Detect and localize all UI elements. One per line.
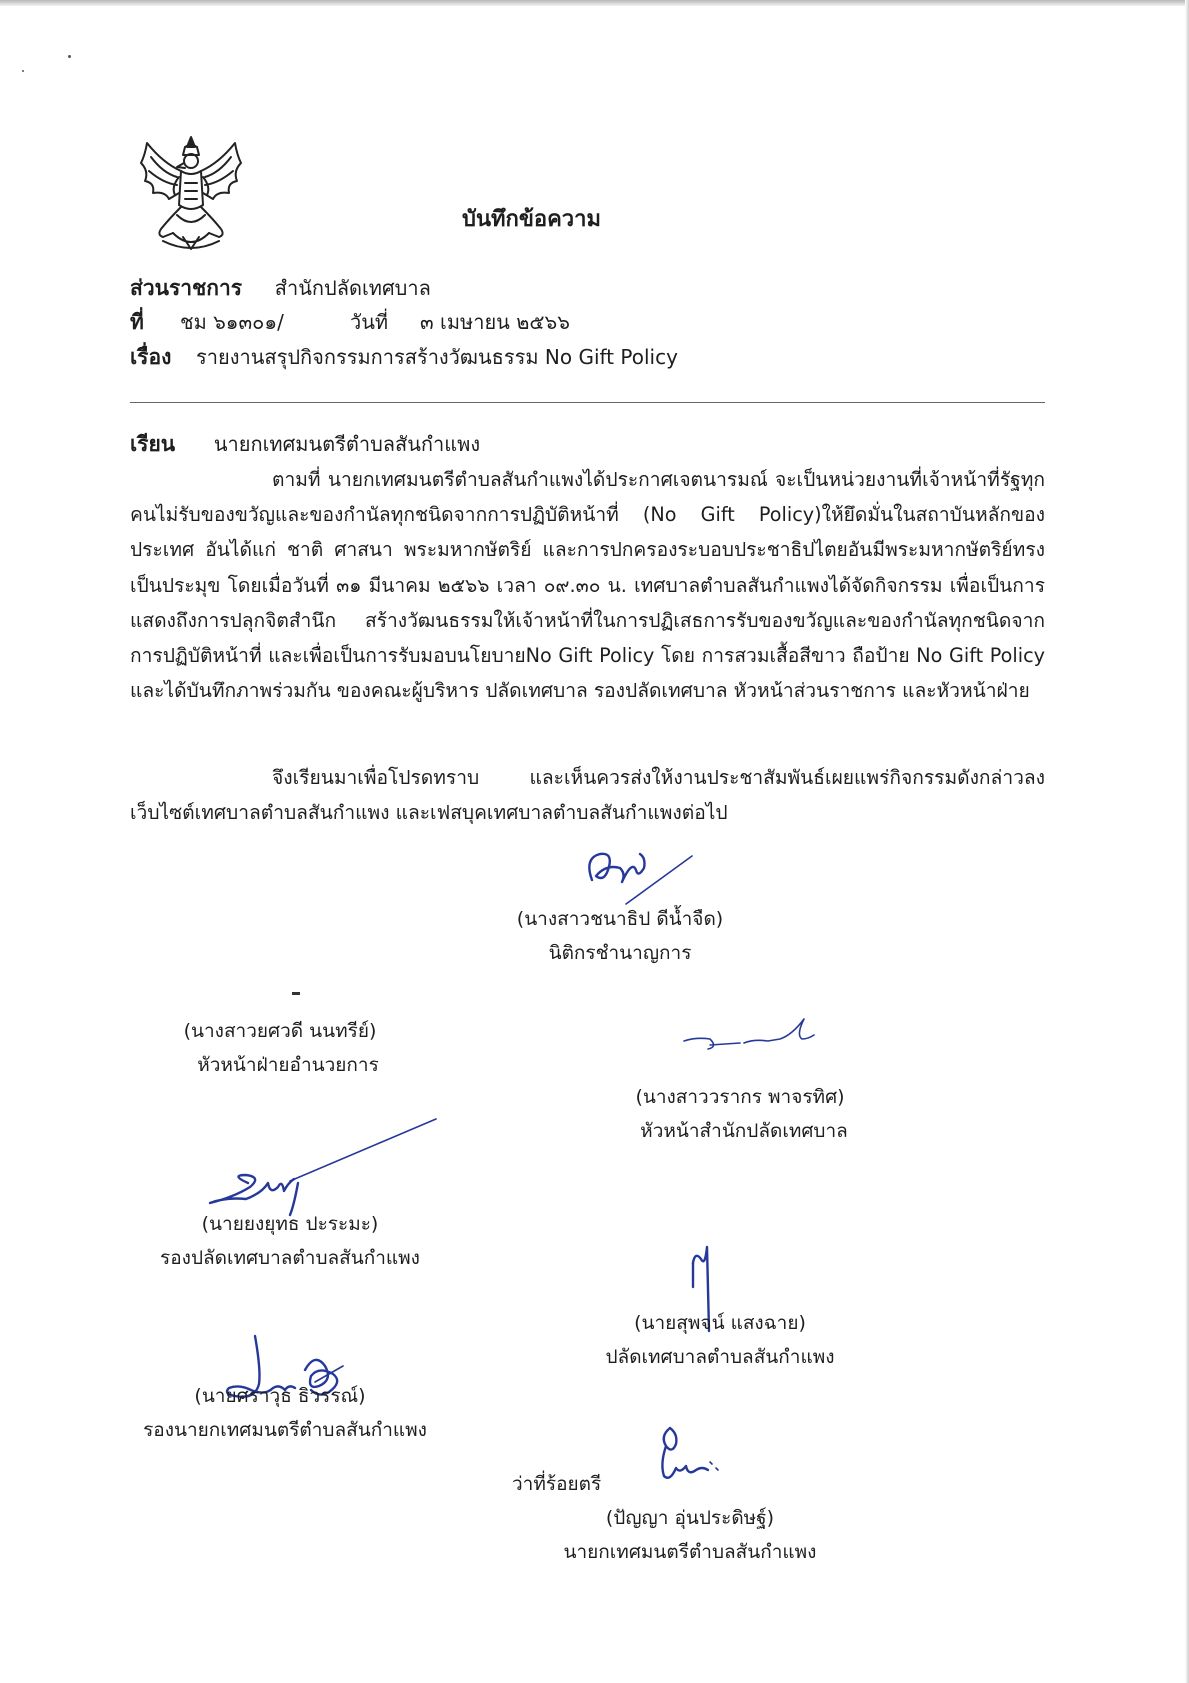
ref-value: ชม ๖๑๓๐๑/ xyxy=(180,310,284,334)
signatory-6-name: (นายศราวุธ ธิวรรณ์) xyxy=(194,1385,366,1407)
signatory-1-name: (นางสาวชนาธิป ดีน้ำจืด) xyxy=(516,908,724,930)
date-label: วันที่ xyxy=(350,310,389,334)
garuda-emblem-icon xyxy=(133,133,249,255)
body-paragraph-2-block xyxy=(130,760,1045,830)
signatory-4-name: (นายยงยุทธ ปะระมะ) xyxy=(201,1213,379,1235)
signatory-5-position: ปลัดเทศบาลตำบลสันกำแพง xyxy=(605,1346,835,1368)
signatory-7-position: นายกเทศมนตรีตำบลสันกำแพง xyxy=(563,1541,817,1563)
department-value: สำนักปลัดเทศบาล xyxy=(274,276,431,300)
body-paragraph-1-block xyxy=(130,462,1045,708)
body-paragraph-2: จึงเรียนมาเพื่อโปรดทราบ และเห็นควรส่งให้งานประชาสัมพันธ์เผยแพร่กิจกรรมดังกล่าวลงเว็บไซต์เทศบาลตำบลสันกำแพง และเฟสบุคเทศบาลตำบลสันกำแพงต่อไป xyxy=(130,766,1045,825)
signatory-7-name: (ปัญญา อุ่นประดิษฐ์) xyxy=(605,1507,775,1529)
department-row xyxy=(130,272,431,305)
salutation-row xyxy=(130,428,480,461)
subject-value: รายงานสรุปกิจกรรมการสร้างวัฒนธรรม No Gift Policy xyxy=(196,345,678,369)
memo-title: บันทึกข้อความ xyxy=(462,207,602,232)
signatory-3-name: (นางสาววรากร พาจรทิศ) xyxy=(635,1086,845,1108)
signature-mayor xyxy=(650,1418,730,1488)
salutation-value: นายกเทศมนตรีตำบลสันกำแพง xyxy=(213,432,481,456)
signatory-5-name: (นายสุพจน์ แสงฉาย) xyxy=(634,1312,806,1334)
signatory-2-position: หัวหน้าฝ่ายอำนวยการ xyxy=(197,1054,379,1076)
signatory-7-prefix: ว่าที่ร้อยตรี xyxy=(512,1473,602,1495)
subject-label: เรื่อง xyxy=(130,345,172,369)
signatory-6-position: รองนายกเทศมนตรีตำบลสันกำแพง xyxy=(143,1419,427,1441)
signatory-2-name: (นางสาวยศวดี นนทรีย์) xyxy=(183,1020,377,1042)
header-divider xyxy=(130,402,1045,403)
subject-row xyxy=(130,341,678,374)
signature-legal-officer xyxy=(580,830,700,910)
department-label: ส่วนราชการ xyxy=(130,276,243,300)
ink-mark xyxy=(292,992,300,995)
signature-office-head xyxy=(680,1015,840,1065)
body-paragraph-1: ตามที่ นายกเทศมนตรีตำบลสันกำแพงได้ประกาศเจตนารมณ์ จะเป็นหน่วยงานที่เจ้าหน้าที่รัฐทุกคนไม่รับของขวัญและของกำนัลทุกชนิดจากการปฏิบัติหน้าที่ (No Gift Policy)ให้ยึดมั่นในสถาบันหลักของประเทศ อันได้แก่ ชาติ ศาสนา พระมหากษัตริย์ และการปกครองระบอบประชาธิปไตยอันมีพระมหากษัตริย์ทรงเป็นประมุข โดยเมื่อวันที่ ๓๑ มีนาคม ๒๕๖๖ เวลา ๐๙.๓๐ น. เทศบาลตำบลสันกำแพงได้จัดกิจกรรม เพื่อเป็นการแสดงถึงการปลุกจิตสำนึก สร้างวัฒนธรรมให้เจ้าหน้าที่ในการปฏิเสธการรับของขวัญและของกำนัลทุกชนิดจากการปฏิบัติหน้าที่ และเพื่อเป็นการรับมอบนโยบายNo Gift Policy โดย การสวมเสื้อสีขาว ถือป้าย No Gift Policy และได้บันทึกภาพร่วมกัน ของคณะผู้บริหาร ปลัดเทศบาล รองปลัดเทศบาล หัวหน้าส่วนราชการ และหัวหน้าฝ่าย xyxy=(130,468,1045,703)
scan-speck xyxy=(68,55,71,58)
date-value: ๓ เมษายน ๒๕๖๖ xyxy=(420,310,570,334)
scan-speck xyxy=(22,70,24,72)
ref-label: ที่ xyxy=(130,310,144,334)
signatory-4-position: รองปลัดเทศบาลตำบลสันกำแพง xyxy=(160,1247,420,1269)
scan-right-shadow xyxy=(1185,0,1189,1683)
signatory-3-position: หัวหน้าสำนักปลัดเทศบาล xyxy=(640,1120,848,1142)
signatory-1-position: นิติกรชำนาญการ xyxy=(548,942,692,964)
salutation-label: เรียน xyxy=(130,432,176,456)
scan-top-shadow xyxy=(0,0,1189,6)
reference-row xyxy=(130,306,144,339)
